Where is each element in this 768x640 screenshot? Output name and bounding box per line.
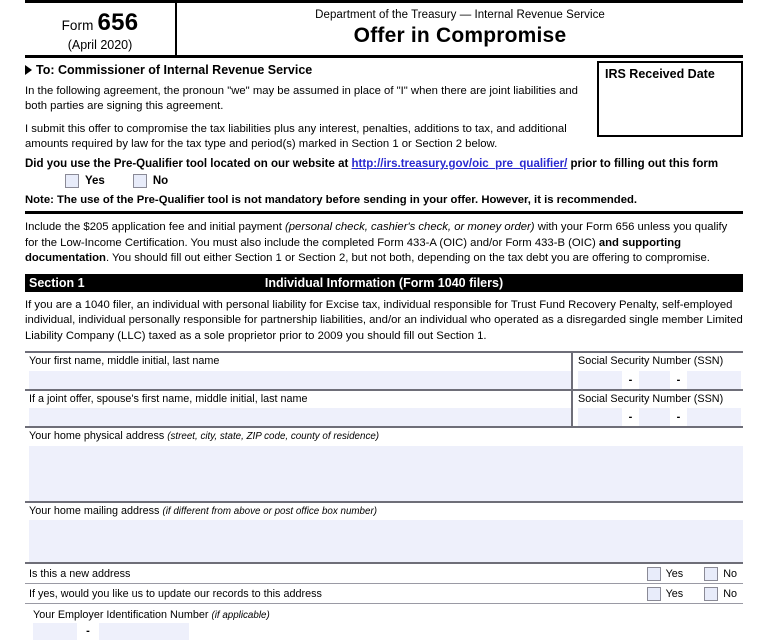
spouse-ssn-field bbox=[578, 408, 743, 426]
update-records-row bbox=[25, 583, 743, 603]
to-commissioner-label: To: Commissioner of Internal Revenue Service bbox=[36, 63, 313, 77]
your-ssn-part1-input[interactable] bbox=[578, 371, 622, 389]
ein-label bbox=[29, 606, 743, 621]
agreement-paragraph-2: I submit this offer to compromise the tax liabilities plus any interest, penalties, additions to tax, and additional amounts required by law for the tax type and period(s) marked in Section 1 or Section 2 below. bbox=[25, 122, 567, 150]
your-ssn-cell bbox=[571, 353, 743, 388]
arrow-right-icon bbox=[25, 65, 32, 75]
spouse-ssn-label: Social Security Number (SSN) bbox=[578, 392, 724, 405]
physical-address-label-text: Your home physical address bbox=[29, 430, 168, 443]
update-records-no-label: No bbox=[723, 587, 737, 600]
prequalifier-no-label: No bbox=[152, 175, 169, 187]
physical-address-row bbox=[25, 426, 743, 500]
form-number: 656 bbox=[97, 9, 139, 36]
your-ssn-field bbox=[578, 371, 743, 389]
mailing-address-label-text: Your home mailing address bbox=[29, 504, 163, 517]
new-address-options bbox=[647, 567, 743, 581]
mailing-address-label bbox=[29, 505, 743, 518]
to-commissioner-text bbox=[25, 58, 591, 152]
spouse-ssn-dash-1: - bbox=[628, 411, 633, 424]
fee-payment-methods: (personal check, cashier's check, or money order) bbox=[285, 221, 535, 233]
physical-address-input[interactable] bbox=[29, 446, 743, 501]
section-1-number: Section 1 bbox=[29, 275, 85, 290]
your-name-label: Your first name, middle initial, last name bbox=[29, 355, 220, 368]
prequalifier-text-after: prior to filling out this form bbox=[567, 158, 719, 170]
prequalifier-answer-row bbox=[25, 174, 743, 188]
ein-dash: - bbox=[86, 625, 90, 638]
agency-name: Department of the Treasury — Internal Revenue Service bbox=[315, 9, 605, 21]
spouse-ssn-part2-input[interactable] bbox=[639, 408, 670, 426]
form-identifier bbox=[25, 3, 175, 55]
your-name-row bbox=[25, 351, 743, 388]
your-name-cell bbox=[25, 353, 571, 388]
prequalifier-link[interactable]: http://irs.treasury.gov/oic_pre_qualifier/ bbox=[351, 158, 568, 170]
ein-part1-input[interactable] bbox=[33, 623, 77, 640]
application-fee-paragraph bbox=[25, 220, 743, 267]
form-word-label: Form bbox=[61, 18, 94, 33]
prequalifier-note: Note: The use of the Pre-Qualifier tool is not mandatory before sending in your offer. However, it is recommended. bbox=[25, 194, 638, 206]
masthead bbox=[25, 3, 743, 55]
page-title: Offer in Compromise bbox=[353, 24, 567, 47]
prequalifier-yes-label: Yes bbox=[85, 175, 105, 187]
your-ssn-dash-1: - bbox=[628, 373, 633, 386]
your-ssn-part3-input[interactable] bbox=[687, 371, 741, 389]
form-revision-date: (April 2020) bbox=[67, 38, 133, 52]
prequalifier-question bbox=[25, 158, 743, 170]
physical-address-cell bbox=[25, 428, 743, 500]
spouse-ssn-part3-input[interactable] bbox=[687, 408, 741, 426]
mailing-address-input[interactable] bbox=[29, 520, 743, 562]
mailing-address-row bbox=[25, 501, 743, 562]
spouse-name-input[interactable] bbox=[29, 408, 571, 426]
fee-text-part2: with your Form 656 unless you qualify for the Low-Income Certification. You must also include the completed Form 433-A (OIC) and/or Form 433-B (OIC) bbox=[25, 221, 728, 249]
fee-section-top-rule bbox=[25, 211, 743, 214]
update-records-yes-checkbox[interactable] bbox=[647, 587, 661, 601]
mailing-address-hint: (if different from above or post office box number) bbox=[162, 505, 377, 517]
prequalifier-no-checkbox[interactable] bbox=[133, 174, 147, 188]
to-commissioner-block bbox=[25, 58, 743, 152]
spouse-name-row bbox=[25, 389, 743, 426]
new-address-yes-label: Yes bbox=[665, 567, 684, 580]
ein-part2-input[interactable] bbox=[99, 623, 189, 640]
new-address-label: Is this a new address bbox=[29, 567, 131, 580]
section-1-intro: If you are a 1040 filer, an individual with personal liability for Excise tax, individual responsible for Trust Fund Recovery Penalty, self-employed individual, individual personally responsible for partnership liabilities, and/or an individual who operated as a disregarded single member Limited Liability Company (LLC) taxed as a sole proprietor prior to 2009 you should fill out Section 1. bbox=[25, 298, 743, 342]
mailing-address-cell bbox=[25, 503, 743, 562]
update-records-no-checkbox[interactable] bbox=[704, 587, 718, 601]
ein-hint: (if applicable) bbox=[211, 610, 270, 622]
prequalifier-text-before: Did you use the Pre-Qualifier tool located on our website at bbox=[25, 158, 352, 170]
update-records-yes-label: Yes bbox=[665, 587, 684, 600]
fee-text-part1: Include the $205 application fee and initial payment bbox=[25, 221, 286, 233]
to-commissioner-heading bbox=[25, 63, 581, 77]
fee-text-part3: . You should fill out either Section 1 or Section 2, but not both, depending on the tax debt you are offering to compromise. bbox=[105, 252, 710, 265]
new-address-yes-checkbox[interactable] bbox=[647, 567, 661, 581]
irs-received-date-label: IRS Received Date bbox=[605, 67, 715, 81]
fee-supporting-docs: and supporting documentation bbox=[25, 236, 682, 265]
spouse-name-cell bbox=[25, 391, 571, 426]
section-1-title: Individual Information (Form 1040 filers) bbox=[264, 275, 504, 290]
your-ssn-part2-input[interactable] bbox=[639, 371, 670, 389]
spouse-ssn-cell bbox=[571, 391, 743, 426]
spouse-name-label: If a joint offer, spouse's first name, middle initial, last name bbox=[29, 392, 308, 405]
your-ssn-dash-2: - bbox=[676, 373, 681, 386]
ein-label-text: Your Employer Identification Number bbox=[33, 609, 212, 622]
irs-received-date-box[interactable] bbox=[597, 61, 743, 137]
spouse-ssn-part1-input[interactable] bbox=[578, 408, 622, 426]
physical-address-label bbox=[29, 430, 743, 443]
masthead-title-block bbox=[177, 3, 743, 55]
new-address-no-checkbox[interactable] bbox=[704, 567, 718, 581]
your-ssn-label: Social Security Number (SSN) bbox=[578, 355, 724, 368]
section-1-bar bbox=[25, 274, 743, 292]
your-name-input[interactable] bbox=[29, 371, 571, 389]
ein-field bbox=[29, 623, 743, 640]
ein-row bbox=[25, 603, 743, 640]
new-address-no-label: No bbox=[723, 567, 737, 580]
update-records-options bbox=[647, 587, 743, 601]
prequalifier-yes-checkbox[interactable] bbox=[65, 174, 79, 188]
physical-address-hint: (street, city, state, ZIP code, county of residence) bbox=[167, 431, 380, 443]
update-records-label: If yes, would you like us to update our records to this address bbox=[29, 587, 322, 600]
agreement-paragraph-1: In the following agreement, the pronoun "we" may be assumed in place of "I" when there are joint liabilities and both parties are signing this agreement. bbox=[25, 85, 578, 113]
new-address-row bbox=[25, 562, 743, 583]
spouse-ssn-dash-2: - bbox=[676, 411, 681, 424]
